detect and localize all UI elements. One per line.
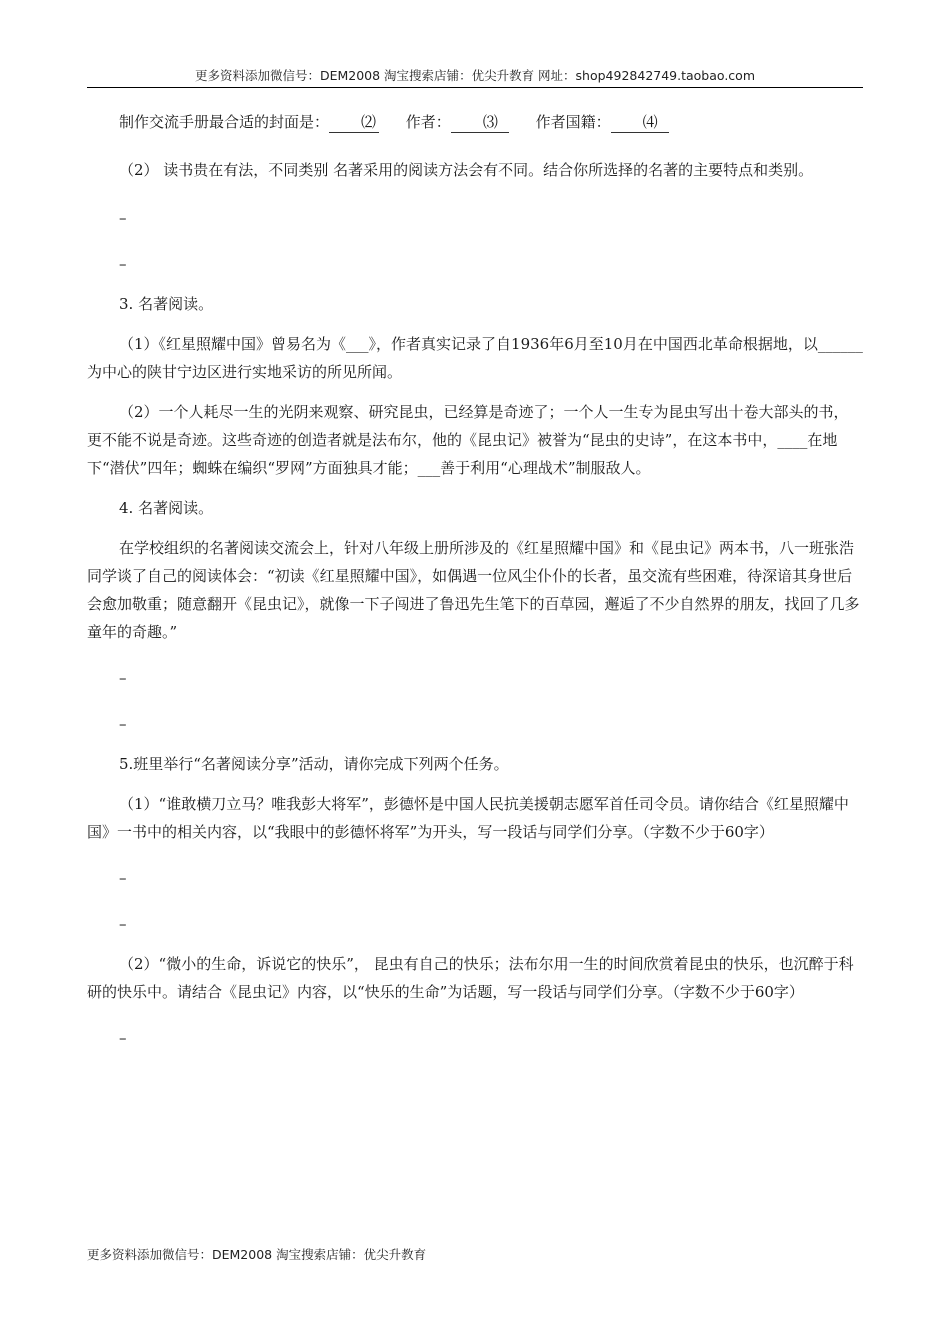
- q5-sub1: （1）“谁敢横刀立马？唯我彭大将军”，彭德怀是中国人民抗美援朝志愿军首任司令员。请你结合《红星照耀中国》一书中的相关内容，以“我眼中的彭德怀将军”为开头，写一段话与同学们分享。（字数不少于60字）: [87, 795, 849, 841]
- q5-title: 5.班里举行“名著阅读分享”活动，请你完成下列两个任务。: [119, 755, 509, 773]
- answer-line: –: [119, 255, 127, 273]
- nationality-label: 作者国籍：: [535, 113, 611, 131]
- answer-line: –: [119, 669, 127, 687]
- q2-sub2: （2） 读书贵在有法，不同类别 名著采用的阅读方法会有不同。结合你所选择的名著的主要特点和类别。: [119, 161, 814, 179]
- q3-sub2: （2）一个人耗尽一生的光阴来观察、研究昆虫，已经算是奇迹了；一个人一生专为昆虫写出十卷大部头的书，更不能不说是奇迹。这些奇迹的创造者就是法布尔，他的《昆虫记》被誉为“昆虫的史诗”，在这本书中，____在地下“潜伏”四年；蜘蛛在编织“罗网”方面独具才能；___善于利用“心理战术”制服敌人。: [87, 403, 849, 477]
- answer-line: –: [119, 209, 127, 227]
- blank-nationality[interactable]: ⑷: [611, 112, 669, 133]
- cover-line: [87, 108, 863, 136]
- q5-sub2: （2）“微小的生命，诉说它的快乐”， 昆虫有自己的快乐；法布尔用一生的时间欣赏着昆虫的快乐，也沉醉于科研的快乐中。请结合《昆虫记》内容，以“快乐的生命”为话题，写一段话与同学们分享。（字数不少于60字）: [87, 955, 854, 1001]
- blank-cover[interactable]: ⑵: [329, 112, 379, 133]
- answer-line: –: [119, 715, 127, 733]
- page-footer: 更多资料添加微信号：DEM2008 淘宝搜索店铺：优尖升教育: [87, 1247, 427, 1262]
- q3-title: 3. 名著阅读。: [119, 295, 214, 313]
- page-header: 更多资料添加微信号：DEM2008 淘宝搜索店铺：优尖升教育 网址：shop492842749.taobao.com: [194, 68, 756, 83]
- answer-line: –: [119, 869, 127, 887]
- answer-line: –: [119, 915, 127, 933]
- header-divider: [87, 87, 863, 88]
- answer-line: –: [119, 1029, 127, 1047]
- q3-sub1: （1）《红星照耀中国》曾易名为《___》，作者真实记录了自1936年6月至10月在中国西北革命根据地，以______为中心的陕甘宁边区进行实地采访的所见所闻。: [87, 335, 863, 381]
- q4-title: 4. 名著阅读。: [119, 499, 214, 517]
- blank-author[interactable]: ⑶: [451, 112, 509, 133]
- cover-label: 制作交流手册最合适的封面是：: [119, 113, 330, 131]
- author-label: 作者：: [405, 113, 451, 131]
- document-body: [87, 108, 863, 1052]
- q4-body: 在学校组织的名著阅读交流会上，针对八年级上册所涉及的《红星照耀中国》和《昆虫记》两本书，八一班张浩同学谈了自己的阅读体会：“初读《红星照耀中国》，如偶遇一位风尘仆仆的长者，虽交流有些困难，待深谙其身世后会愈加敬重；随意翻开《昆虫记》，就像一下子闯进了鲁迅先生笔下的百草园，邂逅了不少自然界的朋友，找回了几多童年的奇趣。”: [87, 539, 860, 641]
